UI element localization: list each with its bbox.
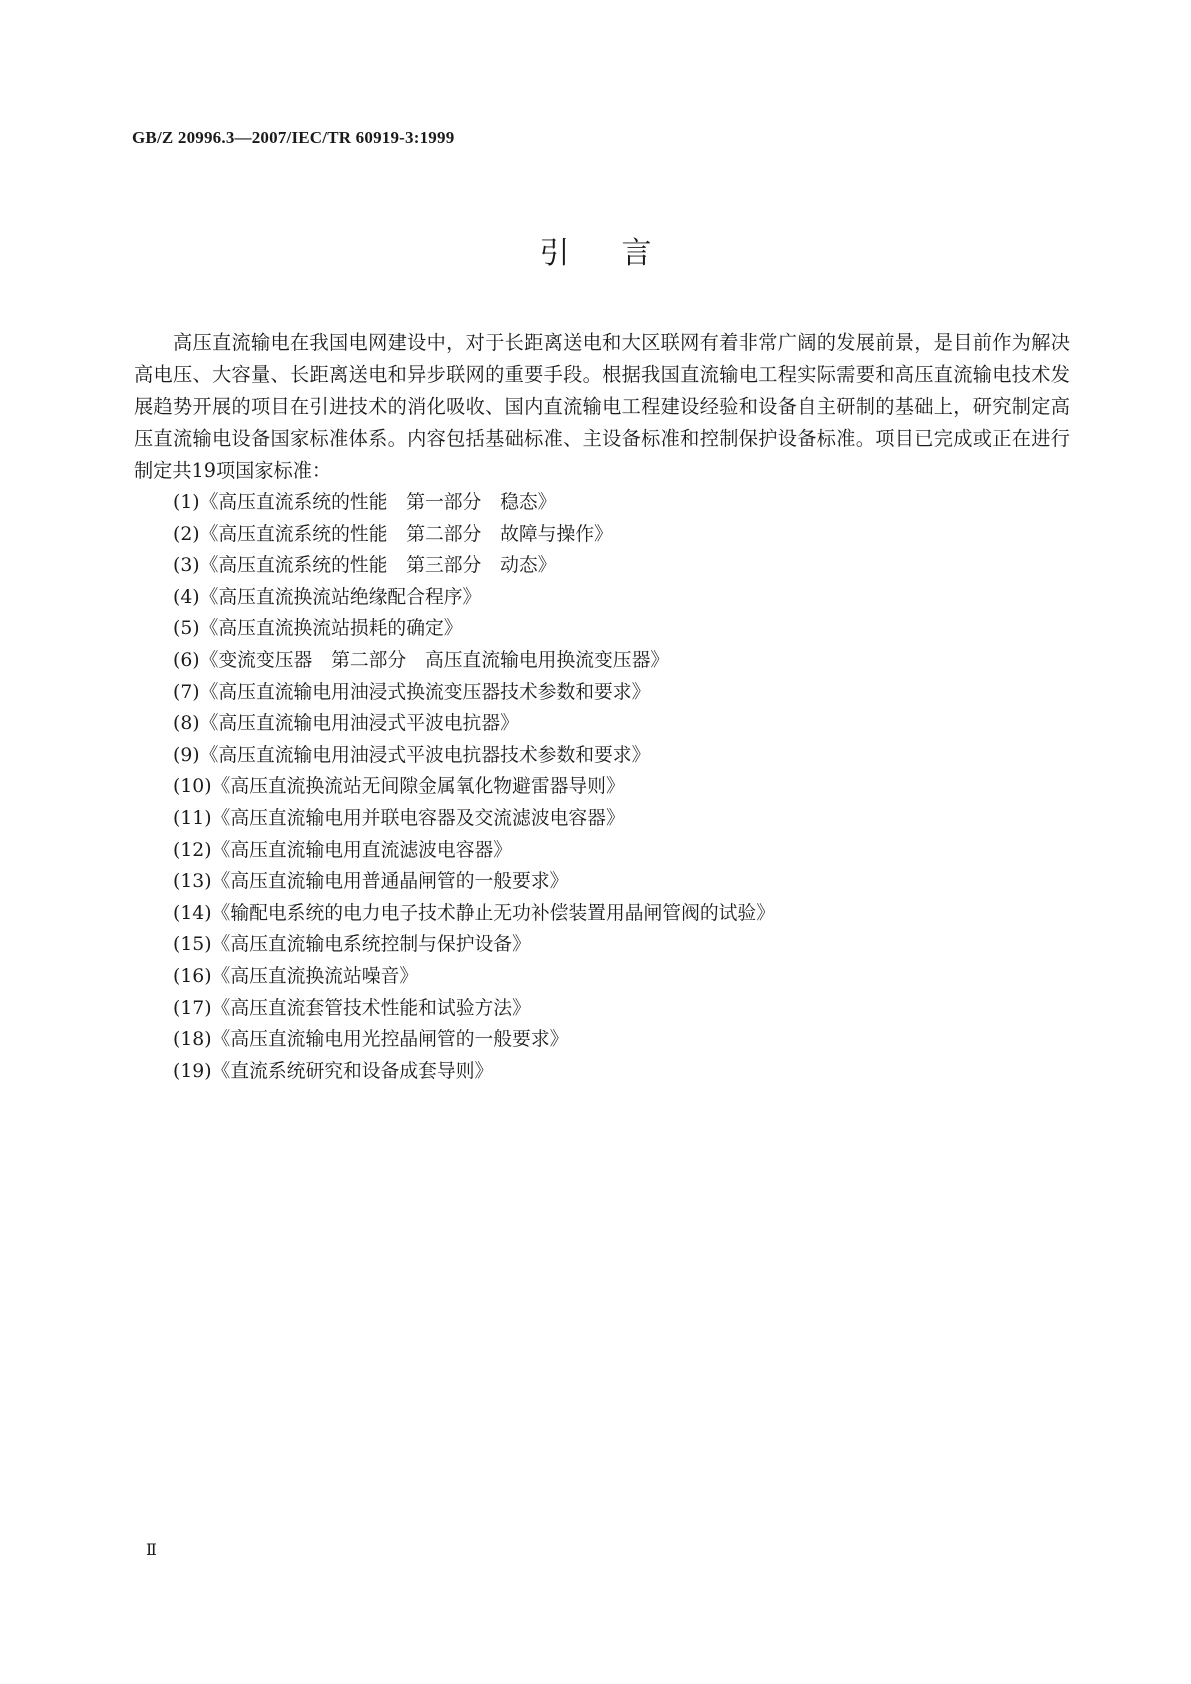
standard-item-2: (2)《高压直流系统的性能 第二部分 故障与操作》	[173, 523, 613, 545]
intro-paragraph: 高压直流输电在我国电网建设中，对于长距离送电和大区联网有着非常广阔的发展前景，是目前作为解决高电压、大容量、长距离送电和异步联网的重要手段。根据我国直流输电工程实际需要和高压直流输电技术发展趋势开展的项目在引进技术的消化吸收、国内直流输电工程建设经验和设备自主研制的基础上，研究制定高压直流输电设备国家标准体系。内容包括基础标准、主设备标准和控制保护设备标准。项目已完成或正在进行制定共19项国家标准：	[134, 331, 1070, 482]
standard-item-7: (7)《高压直流输电用油浸式换流变压器技术参数和要求》	[173, 681, 651, 703]
standard-item-9: (9)《高压直流输电用油浸式平波电抗器技术参数和要求》	[173, 744, 651, 766]
standard-item-18: (18)《高压直流输电用光控晶闸管的一般要求》	[173, 1029, 569, 1051]
standard-item-10: (10)《高压直流换流站无间隙金属氧化物避雷器导则》	[173, 776, 625, 798]
standard-code: GB/Z 20996.3—2007/IEC/TR 60919-3:1999	[132, 128, 455, 147]
standard-item-11: (11)《高压直流输电用并联电容器及交流滤波电容器》	[173, 807, 625, 829]
standard-item-8: (8)《高压直流输电用油浸式平波电抗器》	[173, 713, 519, 735]
document-body	[134, 327, 1070, 1087]
standard-item-3: (3)《高压直流系统的性能 第三部分 动态》	[173, 555, 557, 577]
page-number: Ⅱ	[146, 1542, 157, 1559]
standard-item-12: (12)《高压直流输电用直流滤波电容器》	[173, 839, 513, 861]
standard-item-13: (13)《高压直流输电用普通晶闸管的一般要求》	[173, 871, 569, 893]
standards-list	[134, 487, 1070, 1087]
standard-item-17: (17)《高压直流套管技术性能和试验方法》	[173, 997, 531, 1019]
standard-item-1: (1)《高压直流系统的性能 第一部分 稳态》	[173, 492, 557, 513]
standard-item-19: (19)《直流系统研究和设备成套导则》	[173, 1060, 494, 1082]
page-title: 引言	[539, 236, 704, 271]
standard-item-16: (16)《高压直流换流站噪音》	[173, 965, 419, 987]
standard-item-4: (4)《高压直流换流站绝缘配合程序》	[173, 586, 482, 608]
standard-item-6: (6)《变流变压器 第二部分 高压直流输电用换流变压器》	[173, 649, 670, 671]
standard-item-14: (14)《输配电系统的电力电子技术静止无功补偿装置用晶闸管阀的试验》	[173, 902, 775, 924]
standard-item-5: (5)《高压直流换流站损耗的确定》	[173, 618, 463, 640]
standard-item-15: (15)《高压直流输电系统控制与保护设备》	[173, 934, 531, 956]
